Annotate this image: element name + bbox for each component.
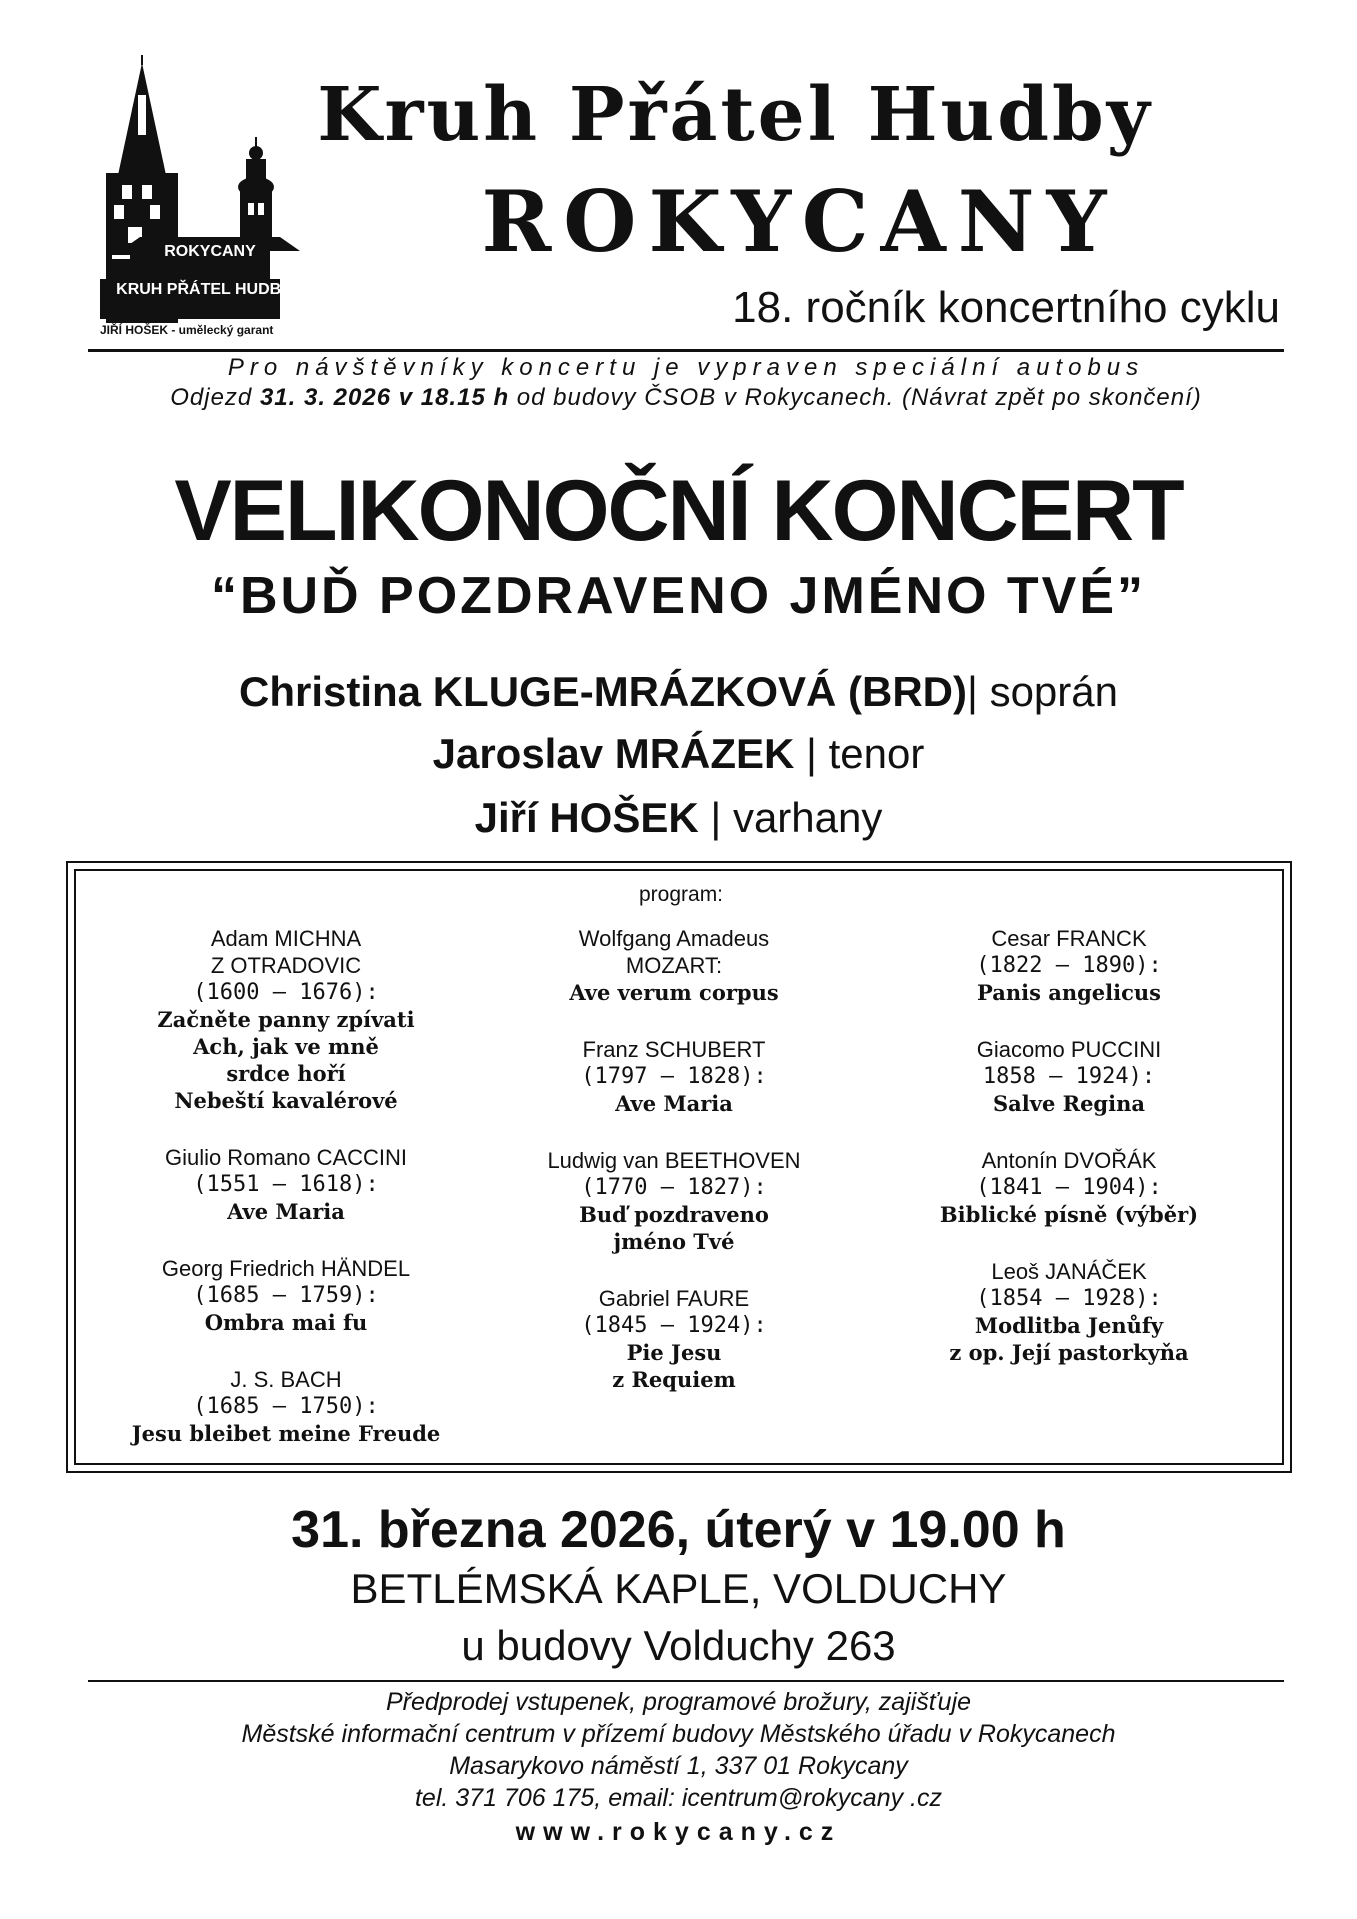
composer-name: Cesar FRANCK: [991, 926, 1147, 951]
performer: [40, 730, 1317, 778]
performer-role: | tenor: [794, 730, 925, 777]
work-title: Salve Regina: [993, 1091, 1145, 1116]
work-title: Pie Jesu: [626, 1340, 722, 1365]
program-entry: [879, 925, 1259, 1006]
composer-name: Giacomo PUCCINI: [976, 1037, 1162, 1062]
info-line: Předprodej vstupenek, programové brožury, zajišťuje: [385, 1688, 972, 1716]
work-title: Ave Maria: [615, 1091, 733, 1116]
composer-years: (1600 – 1676):: [193, 980, 379, 1005]
work-title: jméno Tvé: [613, 1229, 735, 1254]
composer-name: Giulio Romano CACCINI: [164, 1145, 408, 1170]
work-title: srdce hoří: [226, 1061, 346, 1086]
composer-years: (1841 – 1904):: [976, 1175, 1162, 1200]
bus-post: od budovy ČSOB v Rokycanech. (Návrat zpět po skončení): [509, 384, 1202, 411]
composer-years: (1797 – 1828):: [581, 1064, 767, 1089]
divider-bottom: [88, 1680, 1284, 1682]
website-link[interactable]: www.rokycany.cz: [515, 1818, 842, 1846]
bus-notice-line1: Pro návštěvníky koncertu je vypraven speciální autobus: [227, 354, 1145, 381]
work-title: Ave verum corpus: [569, 980, 779, 1005]
performer: [40, 668, 1317, 716]
composer-years: (1551 – 1618):: [193, 1172, 379, 1197]
program-label: program:: [638, 883, 724, 906]
divider-top: [88, 349, 1284, 352]
work-title: Ach, jak ve mně: [193, 1034, 379, 1059]
program-entry: [484, 1147, 864, 1255]
event-address: u budovy Volduchy 263: [461, 1622, 896, 1669]
composer-name: Gabriel FAURE: [598, 1286, 750, 1311]
info-line: Městské informační centrum v přízemí budovy Městského úřadu v Rokycanech: [241, 1720, 1116, 1748]
program-box-inner: [74, 869, 1284, 1465]
composer-years: (1822 – 1890):: [976, 953, 1162, 978]
work-title: Ombra mai fu: [204, 1310, 368, 1335]
program-entry: [484, 1285, 864, 1393]
program-entry: [879, 1036, 1259, 1117]
composer-years: (1685 – 1750):: [193, 1394, 379, 1419]
composer-name: J. S. BACH: [230, 1367, 342, 1392]
performer-name: Christina KLUGE-MRÁZKOVÁ (BRD): [239, 668, 967, 715]
logo-garant: JIŘÍ HOŠEK - umělecký garant: [100, 323, 274, 337]
performer-name: Jiří HOŠEK: [474, 794, 699, 841]
bus-notice-line2: [88, 384, 1284, 412]
bus-departure: 31. 3. 2026 v 18.15 h: [259, 384, 510, 411]
logo-text-rokycany: ROKYCANY: [164, 243, 256, 260]
performer-name: Jaroslav MRÁZEK: [432, 730, 795, 777]
work-title: Nebeští kavalérové: [174, 1088, 398, 1113]
concert-subtitle: “BUĎ POZDRAVENO JMÉNO TVÉ”: [210, 567, 1147, 625]
work-title: z op. Její pastorkyňa: [949, 1340, 1189, 1365]
work-title: Buď pozdraveno: [579, 1202, 769, 1227]
header-title-line2: ROKYCANY: [481, 172, 1119, 271]
work-title: Panis angelicus: [977, 980, 1161, 1005]
composer-name: MOZART:: [625, 953, 723, 978]
work-title: Ave Maria: [227, 1199, 345, 1224]
program-entry: [484, 925, 864, 1006]
composer-name: Adam MICHNA: [210, 926, 362, 951]
work-title: Začněte panny zpívati: [157, 1007, 415, 1032]
program-entry: [879, 1258, 1259, 1366]
program-column: [879, 925, 1259, 1396]
work-title: Jesu bleibet meine Freude: [131, 1421, 441, 1446]
composer-years: (1845 – 1924):: [581, 1313, 767, 1338]
info-line: Masarykovo náměstí 1, 337 01 Rokycany: [449, 1752, 908, 1780]
info-contact: tel. 371 706 175, email: icentrum@rokycany .cz: [414, 1784, 942, 1812]
cycle-subtitle: 18. ročník koncertního cyklu: [732, 283, 1280, 332]
program-box: [66, 861, 1292, 1473]
composer-name: Leoš JANÁČEK: [991, 1259, 1147, 1284]
composer-years: 1858 – 1924):: [982, 1064, 1156, 1089]
composer-name: Georg Friedrich HÄNDEL: [161, 1256, 411, 1281]
program-column: [484, 925, 864, 1423]
program-entry: [96, 1255, 476, 1336]
header-title-line1: Kruh Přátel Hudby: [317, 72, 1153, 158]
program-entry: [96, 925, 476, 1114]
bus-pre: Odjezd: [170, 384, 260, 411]
composer-years: (1770 – 1827):: [581, 1175, 767, 1200]
composer-name: Wolfgang Amadeus: [578, 926, 770, 951]
performer-role: | varhany: [698, 794, 883, 841]
event-date: 31. března 2026, úterý v 19.00 h: [291, 1501, 1066, 1559]
work-title: z Requiem: [612, 1367, 736, 1392]
logo-text-kruh: KRUH PŘÁTEL HUDBY: [116, 281, 292, 298]
composer-name: Antonín DVOŘÁK: [981, 1148, 1157, 1173]
composer-years: (1685 – 1759):: [193, 1283, 379, 1308]
composer-name: Ludwig van BEETHOVEN: [547, 1148, 801, 1173]
program-entry: [484, 1036, 864, 1117]
concert-title: VELIKONOČNÍ KONCERT: [174, 463, 1183, 559]
event-venue: BETLÉMSKÁ KAPLE, VOLDUCHY: [350, 1565, 1007, 1612]
performer-role: | soprán: [966, 668, 1118, 715]
program-entry: [96, 1366, 476, 1447]
program-entry: [96, 1144, 476, 1225]
program-entry: [879, 1147, 1259, 1228]
composer-years: (1854 – 1928):: [976, 1286, 1162, 1311]
composer-name: Franz SCHUBERT: [582, 1037, 766, 1062]
performer: [40, 794, 1317, 842]
composer-name: Z OTRADOVIC: [210, 953, 362, 978]
work-title: Modlitba Jenůfy: [974, 1313, 1164, 1338]
program-column: [96, 925, 476, 1477]
work-title: Biblické písně (výběr): [939, 1202, 1199, 1227]
